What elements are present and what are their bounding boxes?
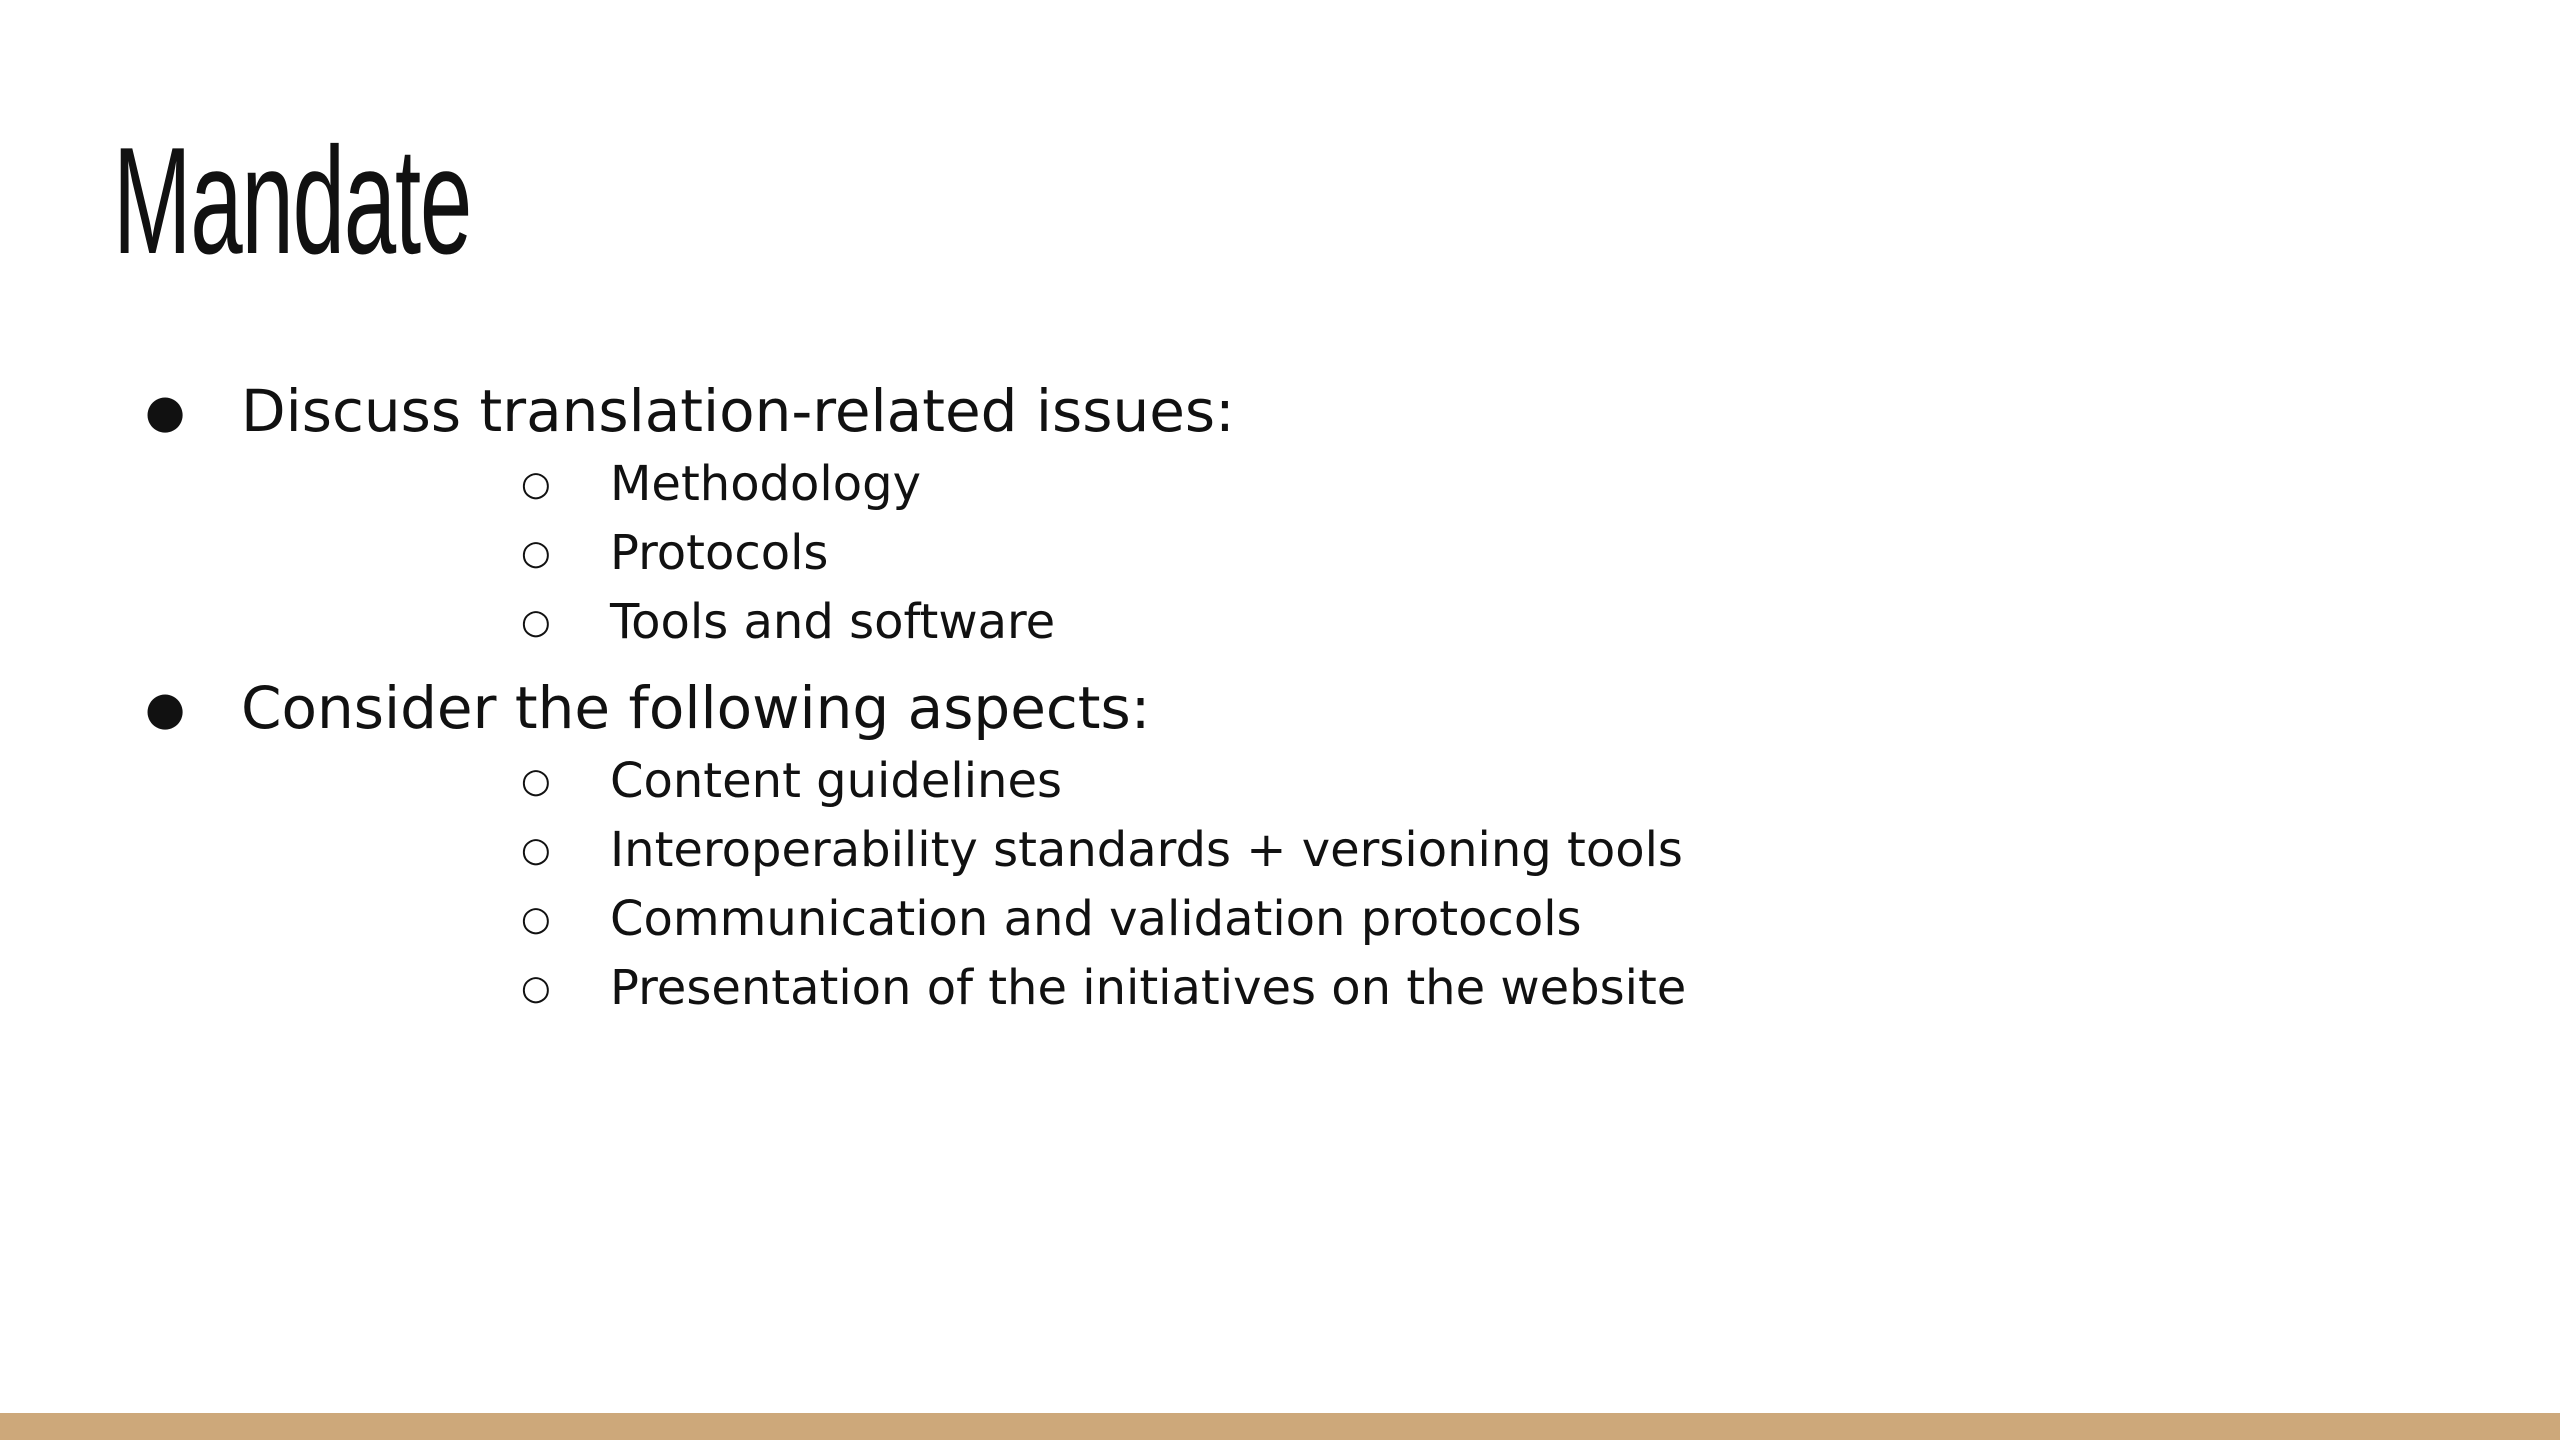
sub-bullet-item xyxy=(241,747,1686,816)
footer-accent-bar xyxy=(0,1413,2560,1440)
sub-bullet-icon: ○ xyxy=(521,830,551,870)
sub-bullet-item xyxy=(241,588,1686,657)
bullet-text: Consider the following aspects: xyxy=(241,674,1151,742)
sub-bullet-list xyxy=(241,450,1686,657)
bullet-list xyxy=(0,360,1686,1023)
bullet-item xyxy=(0,657,1686,1023)
sub-bullet-text: Content guidelines xyxy=(610,753,1063,809)
sub-bullet-icon: ○ xyxy=(521,968,551,1008)
sub-bullet-item xyxy=(241,519,1686,588)
bullet-icon: ● xyxy=(145,384,186,438)
bullet-icon: ● xyxy=(145,681,186,735)
sub-bullet-item xyxy=(241,954,1686,1023)
sub-bullet-list xyxy=(241,747,1686,1023)
bullet-text: Discuss translation-related issues: xyxy=(241,377,1235,445)
sub-bullet-icon: ○ xyxy=(521,602,551,642)
sub-bullet-text: Presentation of the initiatives on the website xyxy=(610,960,1687,1016)
sub-bullet-text: Communication and validation protocols xyxy=(610,891,1582,947)
bullet-item xyxy=(0,360,1686,657)
sub-bullet-icon: ○ xyxy=(521,899,551,939)
sub-bullet-icon: ○ xyxy=(521,464,551,504)
slide-title: Mandate xyxy=(113,116,472,286)
sub-bullet-icon: ○ xyxy=(521,761,551,801)
sub-bullet-item xyxy=(241,885,1686,954)
sub-bullet-item xyxy=(241,450,1686,519)
sub-bullet-text: Protocols xyxy=(610,525,829,581)
sub-bullet-text: Interoperability standards + versioning tools xyxy=(610,822,1683,878)
sub-bullet-text: Methodology xyxy=(610,456,921,512)
sub-bullet-text: Tools and software xyxy=(610,594,1056,650)
sub-bullet-item xyxy=(241,816,1686,885)
sub-bullet-icon: ○ xyxy=(521,533,551,573)
